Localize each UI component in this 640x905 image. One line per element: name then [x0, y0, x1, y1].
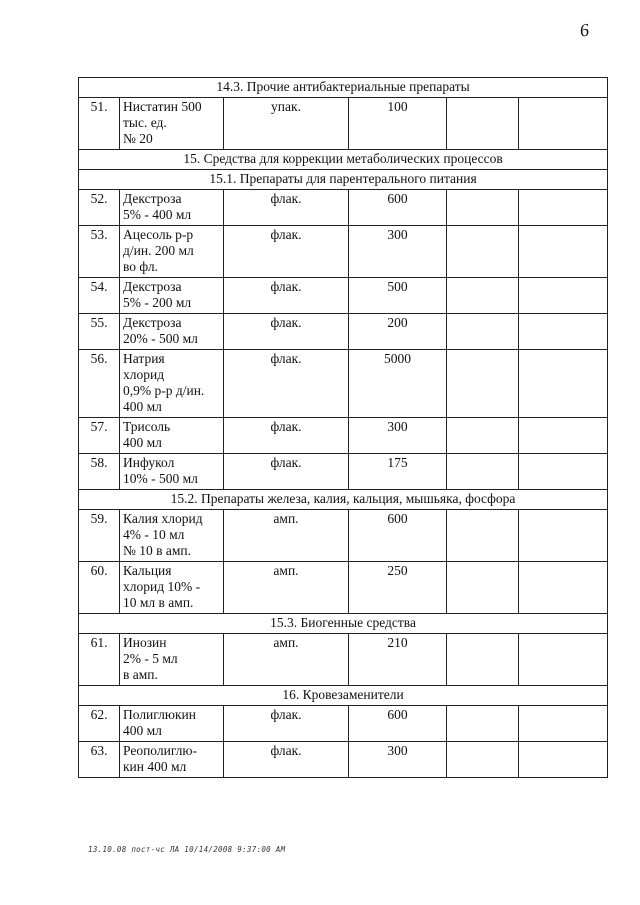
- drug-name: Натрия хлорид 0,9% р-р д/ин. 400 мл: [120, 350, 224, 418]
- table-row: [79, 190, 608, 226]
- empty-cell: [519, 98, 608, 150]
- section-row: [79, 490, 608, 510]
- drug-name: Декстроза 20% - 500 мл: [120, 314, 224, 350]
- quantity: 250: [349, 562, 447, 614]
- drug-name: Трисоль 400 мл: [120, 418, 224, 454]
- table-row: [79, 226, 608, 278]
- table-row: [79, 418, 608, 454]
- row-number: 62.: [79, 706, 120, 742]
- empty-cell: [447, 510, 519, 562]
- drug-name: Кальция хлорид 10% - 10 мл в амп.: [120, 562, 224, 614]
- table-row: [79, 98, 608, 150]
- quantity: 200: [349, 314, 447, 350]
- empty-cell: [447, 278, 519, 314]
- empty-cell: [447, 706, 519, 742]
- empty-cell: [519, 742, 608, 778]
- empty-cell: [519, 510, 608, 562]
- row-number: 59.: [79, 510, 120, 562]
- table-row: [79, 634, 608, 686]
- empty-cell: [519, 562, 608, 614]
- unit-of-measure: флак.: [224, 226, 349, 278]
- row-number: 53.: [79, 226, 120, 278]
- row-number: 56.: [79, 350, 120, 418]
- footer-stamp: 13.10.08 пост-чс ЛА 10/14/2008 9:37:00 AM: [88, 845, 286, 854]
- empty-cell: [447, 562, 519, 614]
- table-row: [79, 314, 608, 350]
- quantity: 600: [349, 190, 447, 226]
- page-number: 6: [578, 19, 591, 41]
- empty-cell: [519, 350, 608, 418]
- empty-cell: [447, 98, 519, 150]
- empty-cell: [519, 634, 608, 686]
- unit-of-measure: упак.: [224, 98, 349, 150]
- quantity: 600: [349, 510, 447, 562]
- row-number: 51.: [79, 98, 120, 150]
- empty-cell: [447, 226, 519, 278]
- table-row: [79, 562, 608, 614]
- section-heading: 16. Кровезаменители: [79, 686, 608, 706]
- table-row: [79, 278, 608, 314]
- row-number: 57.: [79, 418, 120, 454]
- drug-name: Полиглюкин 400 мл: [120, 706, 224, 742]
- drug-name: Инозин 2% - 5 мл в амп.: [120, 634, 224, 686]
- row-number: 61.: [79, 634, 120, 686]
- section-heading: 14.3. Прочие антибактериальные препараты: [79, 78, 608, 98]
- quantity: 300: [349, 742, 447, 778]
- empty-cell: [519, 418, 608, 454]
- unit-of-measure: флак.: [224, 190, 349, 226]
- empty-cell: [519, 226, 608, 278]
- section-heading: 15.3. Биогенные средства: [79, 614, 608, 634]
- section-row: [79, 686, 608, 706]
- empty-cell: [519, 454, 608, 490]
- row-number: 58.: [79, 454, 120, 490]
- unit-of-measure: флак.: [224, 706, 349, 742]
- quantity: 100: [349, 98, 447, 150]
- section-heading: 15. Средства для коррекции метаболических процессов: [79, 150, 608, 170]
- unit-of-measure: амп.: [224, 562, 349, 614]
- unit-of-measure: флак.: [224, 278, 349, 314]
- row-number: 60.: [79, 562, 120, 614]
- quantity: 500: [349, 278, 447, 314]
- quantity: 300: [349, 418, 447, 454]
- row-number: 52.: [79, 190, 120, 226]
- empty-cell: [519, 706, 608, 742]
- row-number: 54.: [79, 278, 120, 314]
- quantity: 175: [349, 454, 447, 490]
- drug-name: Инфукол 10% - 500 мл: [120, 454, 224, 490]
- unit-of-measure: флак.: [224, 314, 349, 350]
- empty-cell: [447, 190, 519, 226]
- unit-of-measure: амп.: [224, 510, 349, 562]
- table-row: [79, 454, 608, 490]
- drug-name: Ацесоль р-р д/ин. 200 мл во фл.: [120, 226, 224, 278]
- empty-cell: [447, 418, 519, 454]
- drug-name: Калия хлорид 4% - 10 мл № 10 в амп.: [120, 510, 224, 562]
- empty-cell: [519, 190, 608, 226]
- section-heading: 15.2. Препараты железа, калия, кальция, мышьяка, фосфора: [79, 490, 608, 510]
- unit-of-measure: амп.: [224, 634, 349, 686]
- section-row: [79, 614, 608, 634]
- unit-of-measure: флак.: [224, 350, 349, 418]
- unit-of-measure: флак.: [224, 454, 349, 490]
- table-row: [79, 350, 608, 418]
- row-number: 63.: [79, 742, 120, 778]
- table-row: [79, 742, 608, 778]
- drug-name: Нистатин 500 тыс. ед. № 20: [120, 98, 224, 150]
- empty-cell: [519, 314, 608, 350]
- quantity: 5000: [349, 350, 447, 418]
- drug-name: Декстроза 5% - 400 мл: [120, 190, 224, 226]
- unit-of-measure: флак.: [224, 742, 349, 778]
- quantity: 210: [349, 634, 447, 686]
- empty-cell: [447, 350, 519, 418]
- empty-cell: [447, 634, 519, 686]
- empty-cell: [447, 454, 519, 490]
- section-heading: 15.1. Препараты для парентерального питания: [79, 170, 608, 190]
- quantity: 600: [349, 706, 447, 742]
- drug-name: Реополиглю- кин 400 мл: [120, 742, 224, 778]
- section-row: [79, 78, 608, 98]
- medication-table: [78, 77, 608, 778]
- drug-name: Декстроза 5% - 200 мл: [120, 278, 224, 314]
- empty-cell: [447, 742, 519, 778]
- table-body: [79, 78, 608, 778]
- empty-cell: [447, 314, 519, 350]
- empty-cell: [519, 278, 608, 314]
- unit-of-measure: флак.: [224, 418, 349, 454]
- section-row: [79, 150, 608, 170]
- table-row: [79, 510, 608, 562]
- quantity: 300: [349, 226, 447, 278]
- table-row: [79, 706, 608, 742]
- row-number: 55.: [79, 314, 120, 350]
- section-row: [79, 170, 608, 190]
